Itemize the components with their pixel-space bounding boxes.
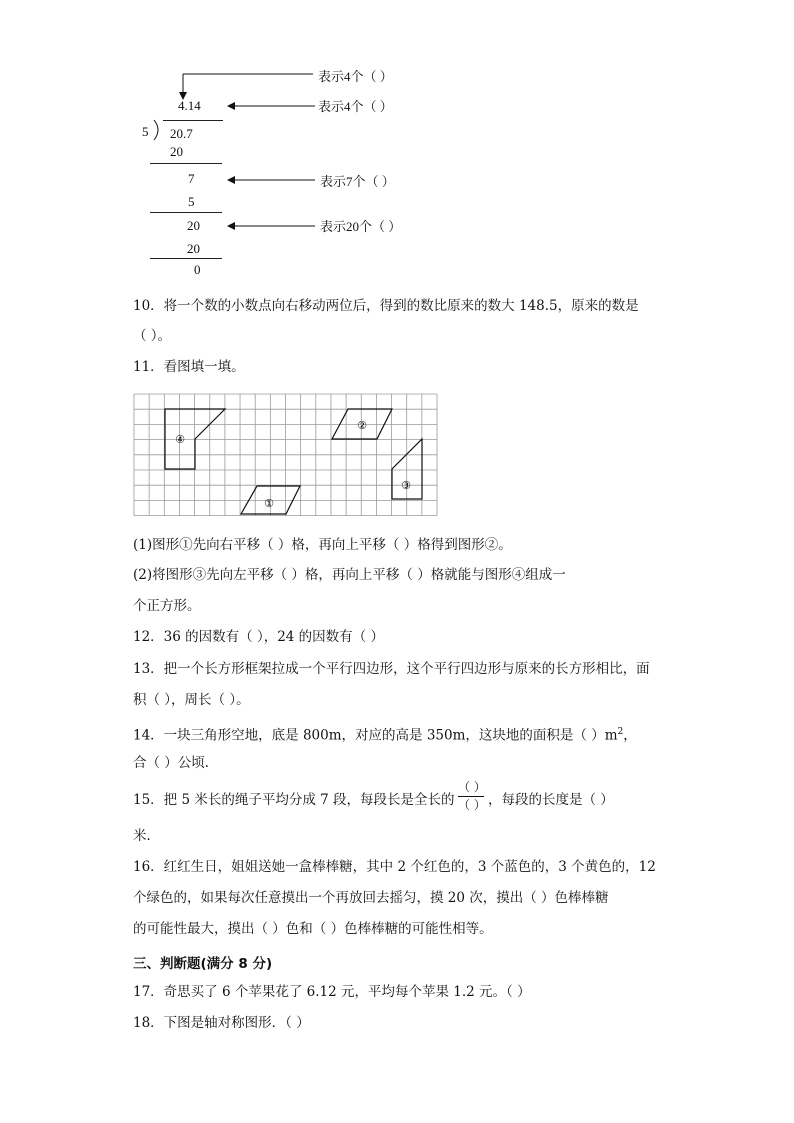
label-3: ③ bbox=[401, 479, 411, 492]
arrow-2 bbox=[225, 98, 317, 114]
quotient: 4.14 bbox=[178, 98, 201, 113]
section-3-heading: 三、判断题(满分 8 分) bbox=[133, 956, 273, 972]
q17: 17．奇思买了 6 个苹果花了 6.12 元，平均每个苹果 1.2 元。（ ） bbox=[133, 984, 531, 1000]
step-line bbox=[150, 163, 222, 164]
shape-4 bbox=[165, 409, 225, 469]
q11-sub1: (1)图形①先向右平移（ ）格，再向上平移（ ）格得到图形②。 bbox=[133, 537, 512, 553]
q11-sub2b: 个正方形。 bbox=[133, 598, 201, 614]
arrow-3 bbox=[225, 172, 317, 188]
q12: 12．36 的因数有（ ），24 的因数有（ ） bbox=[133, 629, 384, 645]
note-1: 表示4个（ ） bbox=[318, 69, 393, 84]
q16-line2: 个绿色的，如果每次任意摸出一个再放回去摇匀，摸 20 次，摸出（ ）色棒棒糖 bbox=[133, 890, 609, 906]
step-20a: 20 bbox=[170, 144, 183, 159]
q13-line1: 13．把一个长方形框架拉成一个平行四边形，这个平行四边形与原来的长方形相比，面 bbox=[133, 661, 650, 677]
q16-line3: 的可能性最大，摸出（ ）色和（ ）色棒棒糖的可能性相等。 bbox=[133, 921, 493, 937]
q14-line2: 合（ ）公顷． bbox=[133, 755, 219, 771]
label-2: ② bbox=[357, 419, 367, 432]
step-line bbox=[150, 212, 222, 213]
q11-sub2: (2)将图形③先向左平移（ ）格，再向上平移（ ）格就能与图形④组成一 bbox=[133, 567, 566, 583]
step-line bbox=[150, 258, 222, 259]
note-3: 表示7个（ ） bbox=[320, 174, 395, 189]
q15-part1: 15．把 5 米长的绳子平均分成 7 段，每段长是全长的 bbox=[133, 792, 455, 808]
division-bracket bbox=[152, 118, 164, 142]
division-bar bbox=[163, 120, 223, 121]
q14-line1: 14．一块三角形空地，底是 800m，对应的高是 350m，这块地的面积是（ ）$m^2$， bbox=[133, 727, 637, 744]
q15-line2: 米． bbox=[133, 828, 160, 844]
dividend: 20.7 bbox=[170, 126, 193, 141]
note-4: 表示20个（ ） bbox=[320, 219, 402, 234]
q13-line2: 积（ ），周长（ ）。 bbox=[133, 692, 250, 708]
arrow-4 bbox=[225, 218, 317, 234]
translation-grid bbox=[133, 393, 439, 517]
step-5: 5 bbox=[188, 194, 195, 209]
step-20b: 20 bbox=[187, 218, 200, 233]
q10-line1: 10．将一个数的小数点向右移动两位后，得到的数比原来的数大 148.5，原来的数是 bbox=[133, 298, 639, 314]
q15-part2: ，每段的长度是（ ） bbox=[488, 792, 614, 808]
label-4: ④ bbox=[175, 433, 185, 446]
note-2: 表示4个（ ） bbox=[318, 99, 393, 114]
q16-line1: 16．红红生日，姐姐送她一盒棒棒糖，其中 2 个红色的，3 个蓝色的，3 个黄色的，12 bbox=[133, 859, 656, 875]
step-20c: 20 bbox=[187, 241, 200, 256]
q10-line2: （ ）。 bbox=[133, 328, 172, 344]
remainder: 0 bbox=[194, 262, 201, 277]
label-1: ① bbox=[264, 497, 274, 510]
q11-title: 11．看图填一填。 bbox=[133, 359, 245, 375]
step-7: 7 bbox=[188, 171, 195, 186]
q15-fraction: （ ） （ ） bbox=[458, 780, 486, 812]
divisor: 5 bbox=[142, 124, 149, 139]
q18: 18．下图是轴对称图形．（ ） bbox=[133, 1015, 310, 1031]
